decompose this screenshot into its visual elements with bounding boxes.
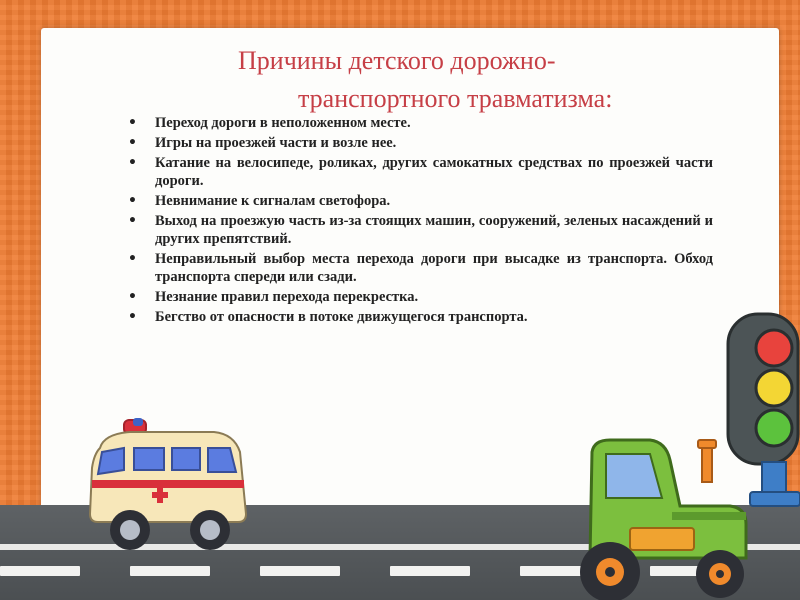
road-marking bbox=[260, 566, 340, 576]
list-item: • Катание на велосипеде, роликах, других самокатных средствах по проезжей части дороги. bbox=[128, 154, 713, 190]
slide-title bbox=[238, 42, 708, 118]
list-item: • Бегство от опасности в потоке движущегося транспорта. bbox=[128, 308, 713, 326]
title-line-1: Причины детского дорожно- bbox=[238, 46, 556, 75]
list-item: • Игры на проезжей части и возле нее. bbox=[128, 134, 713, 152]
list-item: • Выход на проезжую часть из-за стоящих машин, сооружений, зеленых насаждений и других препятствий. bbox=[128, 212, 713, 248]
list-item: • Незнание правил перехода перекрестка. bbox=[128, 288, 713, 306]
traffic-light-icon bbox=[724, 312, 800, 508]
list-item: • Неправильный выбор места перехода дороги при высадке из транспорта. Обход транспорта спереди или сзади. bbox=[128, 250, 713, 286]
ambulance-icon bbox=[84, 418, 254, 558]
title-line-2: транспортного травматизма: bbox=[298, 84, 613, 113]
causes-list bbox=[128, 114, 713, 328]
road-marking bbox=[0, 566, 80, 576]
list-item: • Переход дороги в неположенном месте. bbox=[128, 114, 713, 132]
list-item: • Невнимание к сигналам светофора. bbox=[128, 192, 713, 210]
road-marking bbox=[390, 566, 470, 576]
road-marking bbox=[130, 566, 210, 576]
